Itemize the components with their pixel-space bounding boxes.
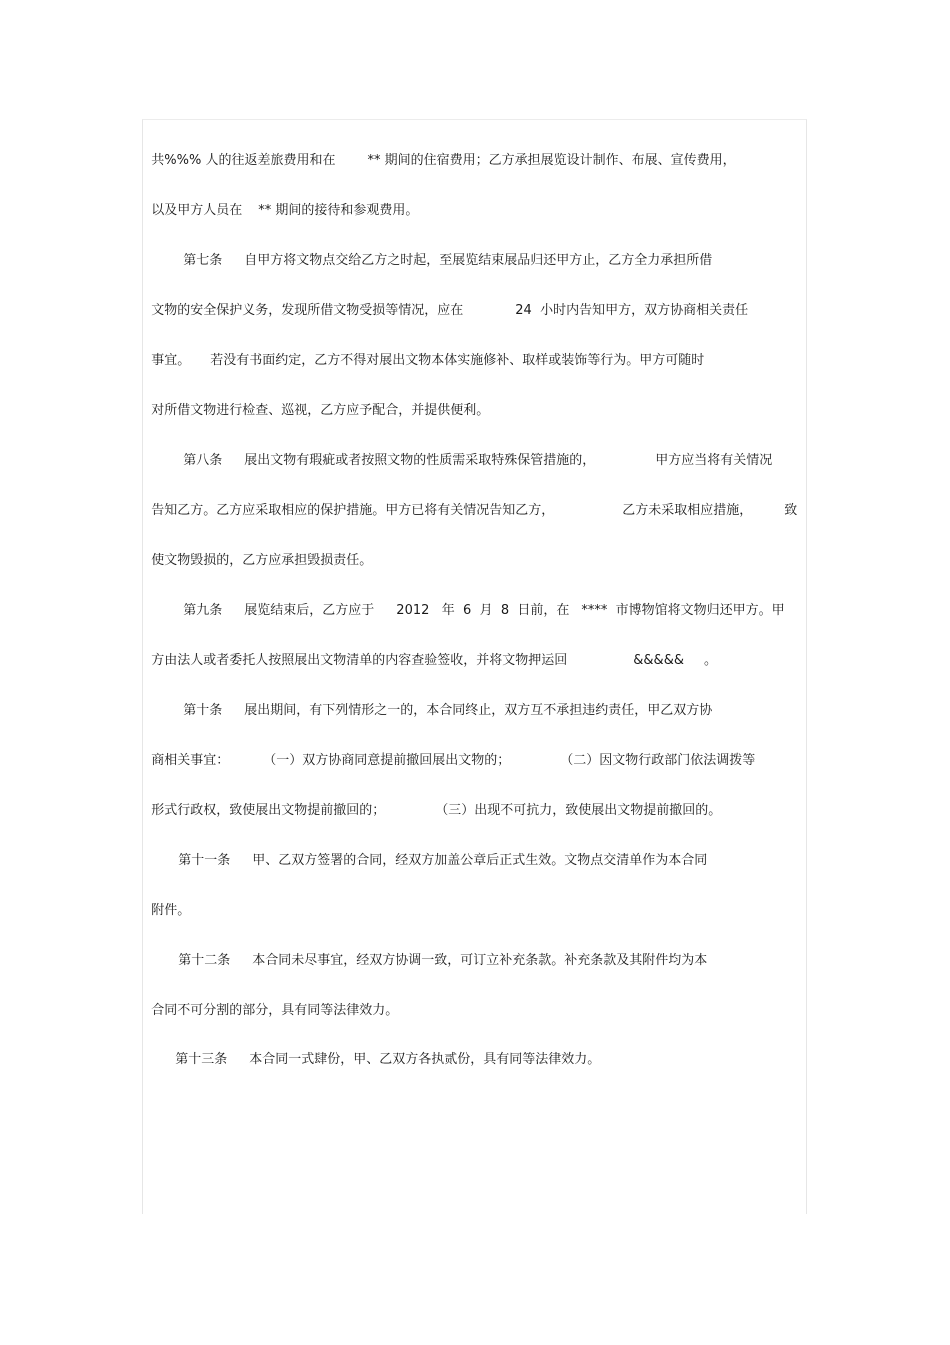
- text-segment: 附件。: [151, 903, 191, 918]
- text-segment: 24 小时内告知甲方，双方协商相关责任: [515, 303, 749, 318]
- text-segment: &&&&&: [633, 653, 684, 668]
- text-segment: 告知乙方。乙方应采取相应的保护措施。甲方已将有关情况告知乙方，: [151, 503, 555, 518]
- text-line: [175, 234, 712, 270]
- text-segment: 对所借文物进行检查、巡视，乙方应予配合，并提供便利。: [151, 403, 490, 418]
- text-segment: 本合同未尽事宜，经双方协调一致，可订立补充条款。补充条款及其附件均为本: [252, 953, 708, 968]
- text-line: [143, 484, 797, 520]
- text-line: [170, 834, 707, 870]
- text-segment: 共%%% 人的往返差旅费用和在: [151, 153, 336, 168]
- text-line: [175, 684, 712, 720]
- article-number: 第十二条: [178, 953, 231, 968]
- article-number: 第十三条: [175, 1052, 228, 1067]
- text-segment: 合同不可分割的部分，具有同等法律效力。: [151, 1003, 399, 1018]
- text-segment: 商相关事宜：: [151, 753, 230, 768]
- text-segment: 乙方未采取相应措施，: [622, 503, 753, 518]
- text-segment: 文物的安全保护义务，发现所借文物受损等情况，应在: [151, 303, 464, 318]
- date-text: 2012 年 6 月 8 日前，在: [396, 603, 570, 618]
- text-line: [143, 184, 418, 220]
- article-number: 第九条: [183, 603, 223, 618]
- text-segment: 。: [703, 653, 717, 668]
- text-line: [143, 984, 398, 1020]
- text-segment: 事宜。: [151, 353, 191, 368]
- text-line: [143, 134, 736, 170]
- text-line: [143, 334, 704, 370]
- text-segment: 形式行政权，致使展出文物提前撤回的；: [151, 803, 386, 818]
- text-line: [143, 384, 489, 420]
- text-line: [143, 634, 717, 670]
- text-line: [143, 534, 372, 570]
- text-segment: 致: [784, 503, 798, 518]
- text-segment: 若没有书面约定，乙方不得对展出文物本体实施修补、取样或装饰等行为。甲方可随时: [210, 353, 705, 368]
- text-segment: 展出文物有瑕疵或者按照文物的性质需采取特殊保管措施的，: [244, 453, 596, 468]
- text-segment: （二）因文物行政部门依法调拨等: [560, 753, 756, 768]
- text-segment: 展览结束后，乙方应于: [244, 603, 375, 618]
- text-line: [167, 1033, 600, 1069]
- text-segment: 展出期间，有下列情形之一的，本合同终止，双方互不承担违约责任，甲乙双方协: [244, 703, 713, 718]
- text-line: [143, 784, 721, 820]
- article-number: 第十一条: [178, 853, 231, 868]
- article-number: 第十条: [183, 703, 223, 718]
- article-number: 第八条: [183, 453, 223, 468]
- text-segment: **** 市博物馆将文物归还甲方。甲: [581, 603, 785, 618]
- text-segment: ** 期间的接待和参观费用。: [258, 203, 419, 218]
- text-segment: （一）双方协商同意提前撤回展出文物的；: [263, 753, 511, 768]
- text-segment: 本合同一式肆份，甲、乙双方各执贰份，具有同等法律效力。: [249, 1052, 601, 1067]
- text-segment: 自甲方将文物点交给乙方之时起，至展览结束展品归还甲方止，乙方全力承担所借: [244, 253, 713, 268]
- text-segment: 使文物毁损的，乙方应承担毁损责任。: [151, 553, 373, 568]
- text-segment: 甲方应当将有关情况: [655, 453, 773, 468]
- text-segment: 方由法人或者委托人按照展出文物清单的内容查验签收，并将文物押运回: [151, 653, 568, 668]
- text-line: [170, 934, 707, 970]
- text-segment: 甲、乙双方签署的合同，经双方加盖公章后正式生效。文物点交清单作为本合同: [252, 853, 708, 868]
- text-line: [143, 284, 748, 320]
- text-line: [143, 884, 190, 920]
- article-number: 第七条: [183, 253, 223, 268]
- text-line: [143, 734, 755, 770]
- text-line: [175, 584, 785, 620]
- text-line: [175, 434, 772, 470]
- text-segment: （三）出现不可抗力，致使展出文物提前撤回的。: [435, 803, 722, 818]
- text-segment: ** 期间的住宿费用；乙方承担展览设计制作、布展、宣传费用，: [367, 153, 736, 168]
- text-segment: 以及甲方人员在: [151, 203, 243, 218]
